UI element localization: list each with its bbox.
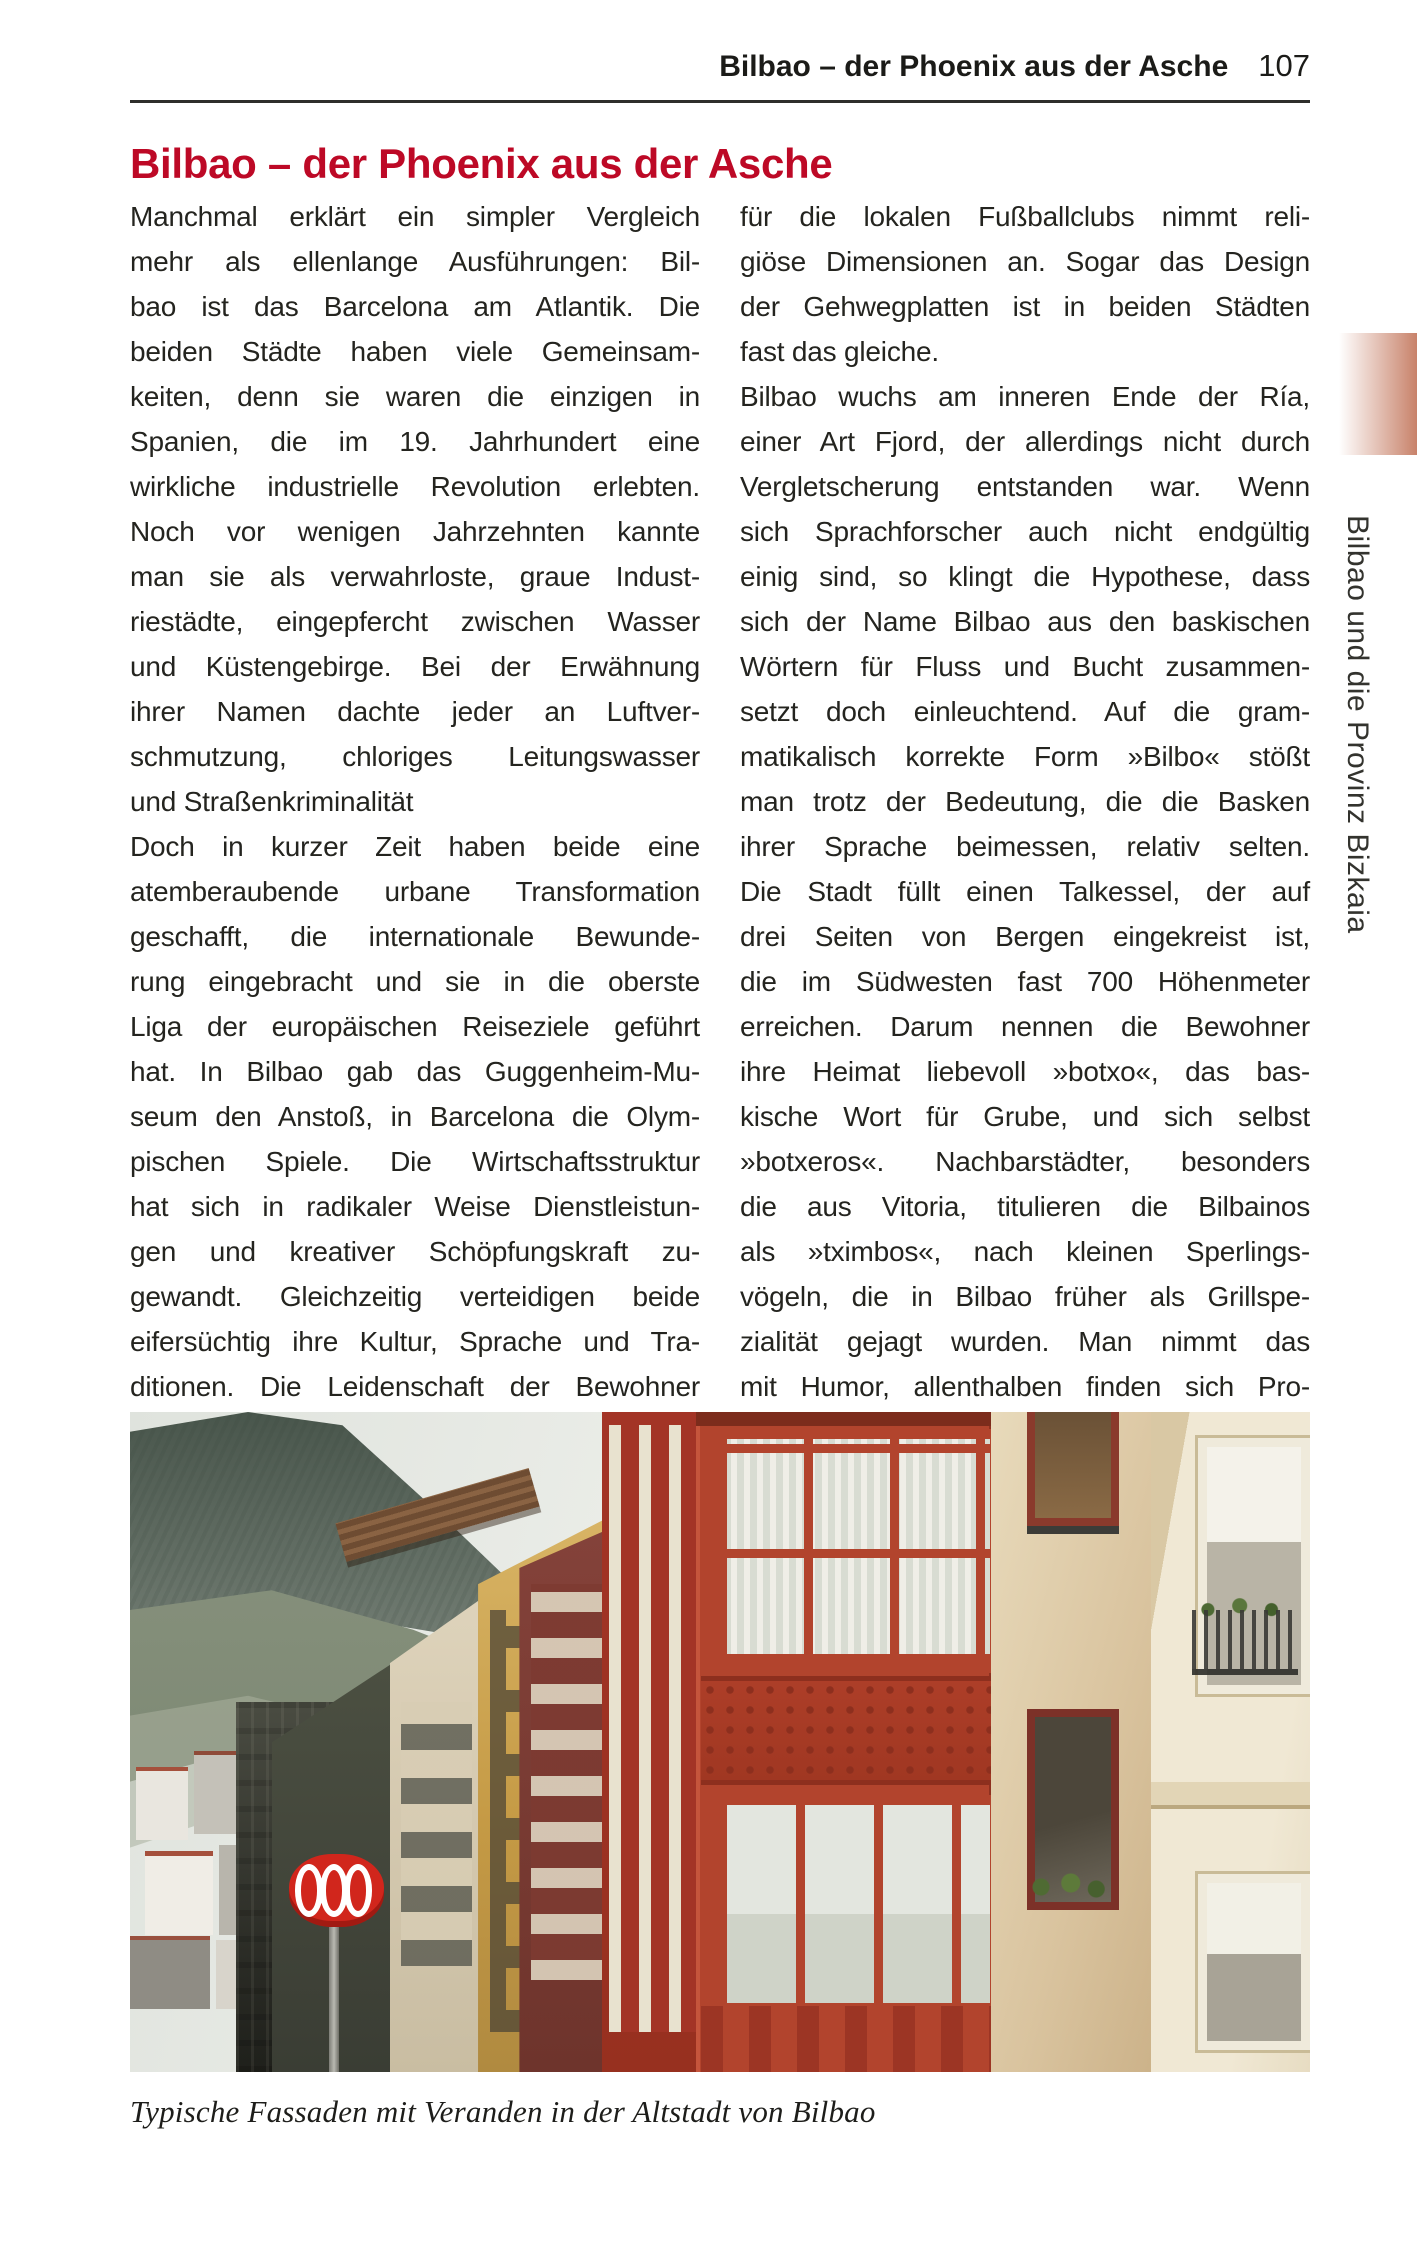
body-text-line: hat sich in radikaler Weise Dienstleistun- <box>130 1191 700 1222</box>
body-text-line: pischen Spiele. Die Wirtschaftsstruktur <box>130 1146 700 1177</box>
running-header <box>130 48 1310 84</box>
body-text-line: »botxeros«. Nachbarstädter, besonders <box>740 1146 1310 1177</box>
body-text-line: für die lokalen Fußballclubs nimmt reli- <box>740 201 1310 232</box>
figure <box>130 1412 1310 2130</box>
photo-iron-balcony <box>1192 1610 1298 1675</box>
body-text-line: und Straßenkriminalität <box>130 786 414 817</box>
body-text-line: Spanien, die im 19. Jahrhundert eine <box>130 426 700 457</box>
body-text-line: mit Humor, allenthalben finden sich Pro- <box>740 1371 1310 1402</box>
photo-window-box-plants <box>1024 1867 1109 1907</box>
body-text-line: als »tximbos«, nach kleinen Sperlings- <box>740 1236 1310 1267</box>
body-text-line: einer Art Fjord, der allerdings nicht durch <box>740 426 1310 457</box>
photo-bay-carved-band <box>701 1676 994 1785</box>
figure-caption: Typische Fassaden mit Veranden in der Altstadt von Bilbao <box>130 2094 876 2129</box>
photo-facade-stone-windows <box>401 1702 472 1966</box>
body-text-line: ihre Heimat liebevoll »botxo«, das bas- <box>740 1056 1310 1087</box>
body-text-line: mehr als ellenlange Ausführungen: Bil- <box>130 246 700 277</box>
photo-beige-wall-upper-window <box>1027 1412 1120 1526</box>
body-text-line: Manchmal erklärt ein simpler Vergleich <box>130 201 700 232</box>
body-text-line: eifersüchtig ihre Kultur, Sprache und Tra- <box>130 1326 700 1357</box>
body-text-line: matikalisch korrekte Form »Bilbo« stößt <box>740 741 1310 772</box>
body-text-line: man trotz der Bedeutung, die die Basken <box>740 786 1310 817</box>
body-text-line: Vergletscherung entstanden war. Wenn <box>740 471 1310 502</box>
body-text-line: und Küstengebirge. Bei der Erwähnung <box>130 651 700 682</box>
metro-sign-icon <box>289 1854 383 1927</box>
body-text-line: einig sind, so klingt die Hypothese, dass <box>740 561 1310 592</box>
body-text-line: kische Wort für Grube, und sich selbst <box>740 1101 1310 1132</box>
photo-facade-maroon-windows <box>531 1584 608 1980</box>
body-text-line: wirkliche industrielle Revolution erlebten. <box>130 471 700 502</box>
body-text-line: sich Sprachforscher auch nicht endgültig <box>740 516 1310 547</box>
body-text-line: Liga der europäischen Reiseziele geführt <box>130 1011 700 1042</box>
body-text-line: schmutzung, chloriges Leitungswasser <box>130 741 700 772</box>
metro-sign-pole <box>329 1927 338 2072</box>
body-text-line: keiten, denn sie waren die einzigen in <box>130 381 700 412</box>
page-number: 107 <box>1258 48 1310 83</box>
body-text-line: setzt doch einleuchtend. Auf die gram- <box>740 696 1310 727</box>
photo-bay-cornice <box>696 1412 1003 1426</box>
body-text-line: Die Stadt füllt einen Talkessel, der auf <box>740 876 1310 907</box>
column-right <box>740 194 1310 1409</box>
body-text-line: Noch vor wenigen Jahrzehnten kannte <box>130 516 700 547</box>
body-text-line: erreichen. Darum nennen die Bewohner <box>740 1011 1310 1042</box>
body-text-line: man sie als verwahrloste, graue Indust- <box>130 561 700 592</box>
body-text-line: rung eingebracht und sie in die oberste <box>130 966 700 997</box>
body-text-line: sich der Name Bilbao aus den baskischen <box>740 606 1310 637</box>
body-text-line: seum den Anstoß, in Barcelona die Olym- <box>130 1101 700 1132</box>
body-text-line: bao ist das Barcelona am Atlantik. Die <box>130 291 700 322</box>
body-text-line: gewandt. Gleichzeitig verteidigen beide <box>130 1281 700 1312</box>
body-text-line: ihrer Namen dachte jeder an Luftver- <box>130 696 700 727</box>
header-rule <box>130 100 1310 103</box>
body-text-line: die im Südwesten fast 700 Höhenmeter <box>740 966 1310 997</box>
photo-old-town-bilbao <box>130 1412 1310 2072</box>
page-title: Bilbao – der Phoenix aus der Asche <box>130 140 833 188</box>
body-text-line: drei Seiten von Bergen eingekreist ist, <box>740 921 1310 952</box>
body-text-line: beiden Städte haben viele Gemeinsam- <box>130 336 700 367</box>
body-text-line: geschafft, die internationale Bewunde- <box>130 921 700 952</box>
photo-bay-lower-glazing <box>708 1795 999 2013</box>
article-columns <box>130 194 1310 1409</box>
body-text-line: zialität gejagt wurden. Man nimmt das <box>740 1326 1310 1357</box>
photo-cream-building-lower-window <box>1198 1874 1310 2050</box>
body-text-line: Doch in kurzer Zeit haben beide eine <box>130 831 700 862</box>
running-title: Bilbao – der Phoenix aus der Asche <box>719 50 1229 83</box>
column-left <box>130 194 700 1409</box>
body-text-line: der Gehwegplatten ist in beiden Städten <box>740 291 1310 322</box>
body-text-line: atemberaubende urbane Transformation <box>130 876 700 907</box>
chapter-thumb-tab <box>1339 333 1417 455</box>
body-text-line: Bilbao wuchs am inneren Ende der Ría, <box>740 381 1310 412</box>
photo-bay-base-panels <box>701 2006 994 2072</box>
body-text-line: giöse Dimensionen an. Sogar das Design <box>740 246 1310 277</box>
body-text-line: gen und kreativer Schöpfungskraft zu- <box>130 1236 700 1267</box>
photo-cream-building-cornice <box>1151 1782 1310 1805</box>
body-text-line: die aus Vitoria, titulieren die Bilbainos <box>740 1191 1310 1222</box>
photo-bay-upper-glazing <box>708 1429 999 1673</box>
body-text-line: vögeln, die in Bilbao früher als Grillspe- <box>740 1281 1310 1312</box>
body-text-line: Wörtern für Fluss und Bucht zusammen- <box>740 651 1310 682</box>
chapter-margin-label: Bilbao und die Provinz Bizkaia <box>1341 515 1374 934</box>
body-text-line: fast das gleiche. <box>740 336 939 367</box>
body-text-line: ditionen. Die Leidenschaft der Bewohner <box>130 1371 700 1402</box>
body-text-line: ihrer Sprache beimessen, relativ selten. <box>740 831 1310 862</box>
body-text-line: hat. In Bilbao gab das Guggenheim-Mu- <box>130 1056 700 1087</box>
body-text-line: riestädte, eingepfercht zwischen Wasser <box>130 606 700 637</box>
